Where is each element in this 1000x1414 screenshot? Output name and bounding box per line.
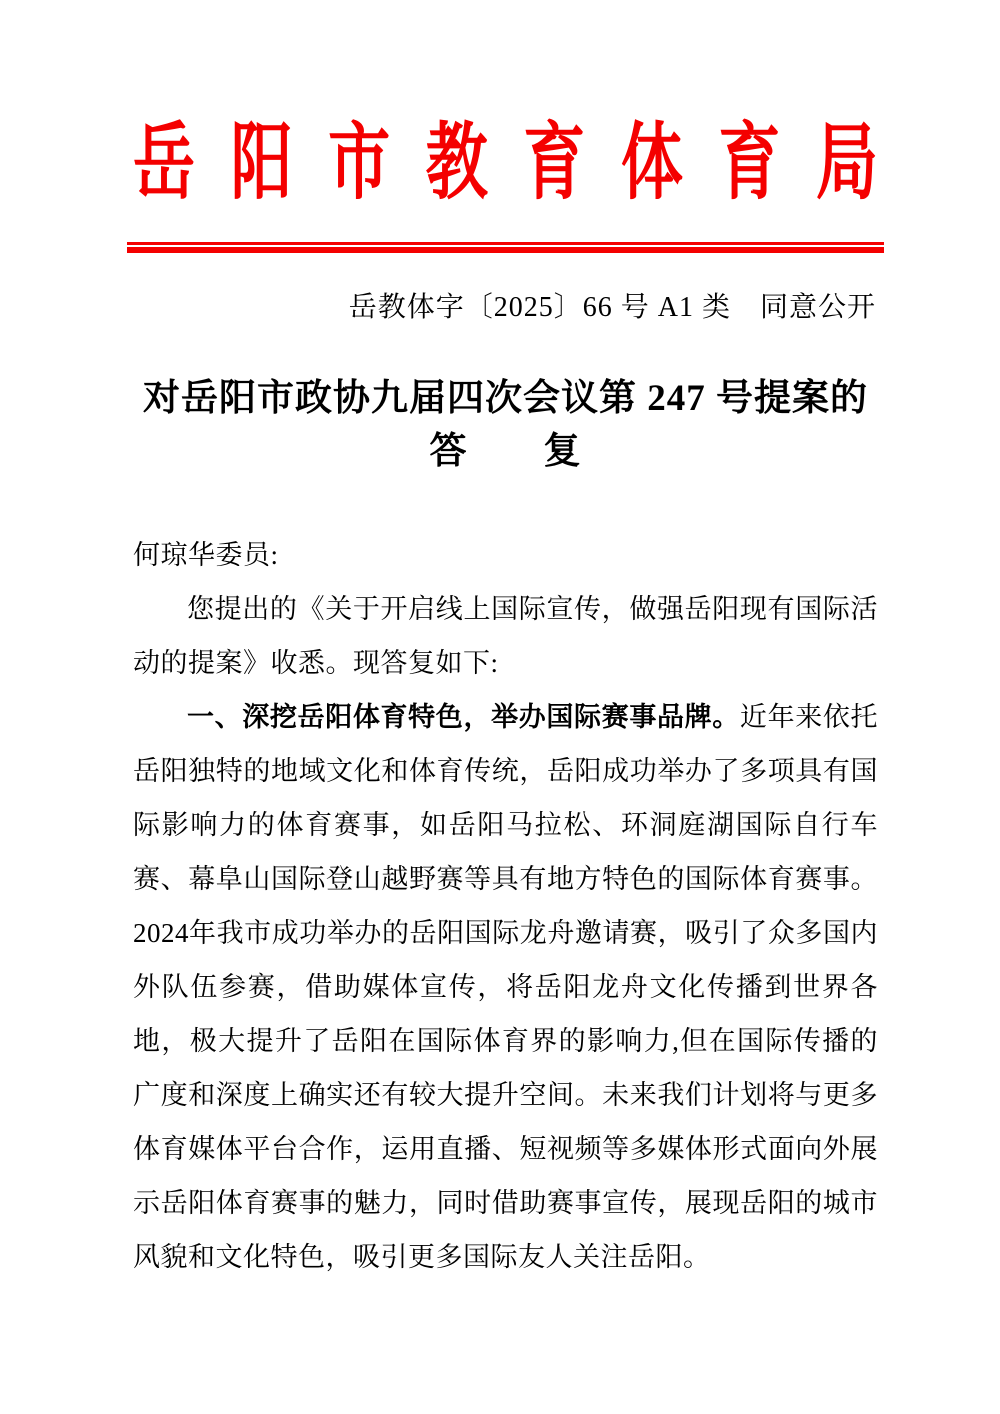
paragraph-intro: 您提出的《关于开启线上国际宣传，做强岳阳现有国际活动的提案》收悉。现答复如下: [133, 594, 878, 678]
document-title [133, 372, 878, 478]
section-1-text: 近年来依托岳阳独特的地域文化和体育传统，岳阳成功举办了多项具有国际影响力的体育赛事，如岳阳马拉松、环洞庭湖国际自行车赛、幕阜山国际登山越野赛等具有地方特色的国际体育赛事。2024年我市成功举办的岳阳国际龙舟邀请赛，吸引了众多国内外队伍参赛，借助媒体宣传，将岳阳龙舟文化传播到世界各地，极大提升了岳阳在国际体育界的影响力,但在国际传播的广度和深度上确实还有较大提升空间。未来我们计划将与更多体育媒体平台合作，运用直播、短视频等多媒体形式面向外展示岳阳体育赛事的魅力，同时借助赛事宣传，展现岳阳的城市风貌和文化特色，吸引更多国际友人关注岳阳。 [133, 702, 879, 1272]
document-title-line2: 答 复 [429, 431, 582, 472]
letterhead-separator-line [127, 242, 884, 253]
section-1-heading: 一、深挖岳阳体育特色，举办国际赛事品牌。 [187, 702, 740, 732]
document-reference-number: 岳教体字〔2025〕66 号 A1 类 同意公开 [348, 292, 876, 323]
letterhead-agency-name: 岳阳市教育体育局 [133, 117, 878, 210]
separator-line-thick [127, 247, 884, 253]
salutation: 何琼华委员: [133, 540, 279, 570]
document-body [133, 528, 878, 1284]
paragraph-section-1 [133, 690, 878, 1284]
document-title-line1: 对岳阳市政协九届四次会议第 247 号提案的 [143, 378, 868, 419]
